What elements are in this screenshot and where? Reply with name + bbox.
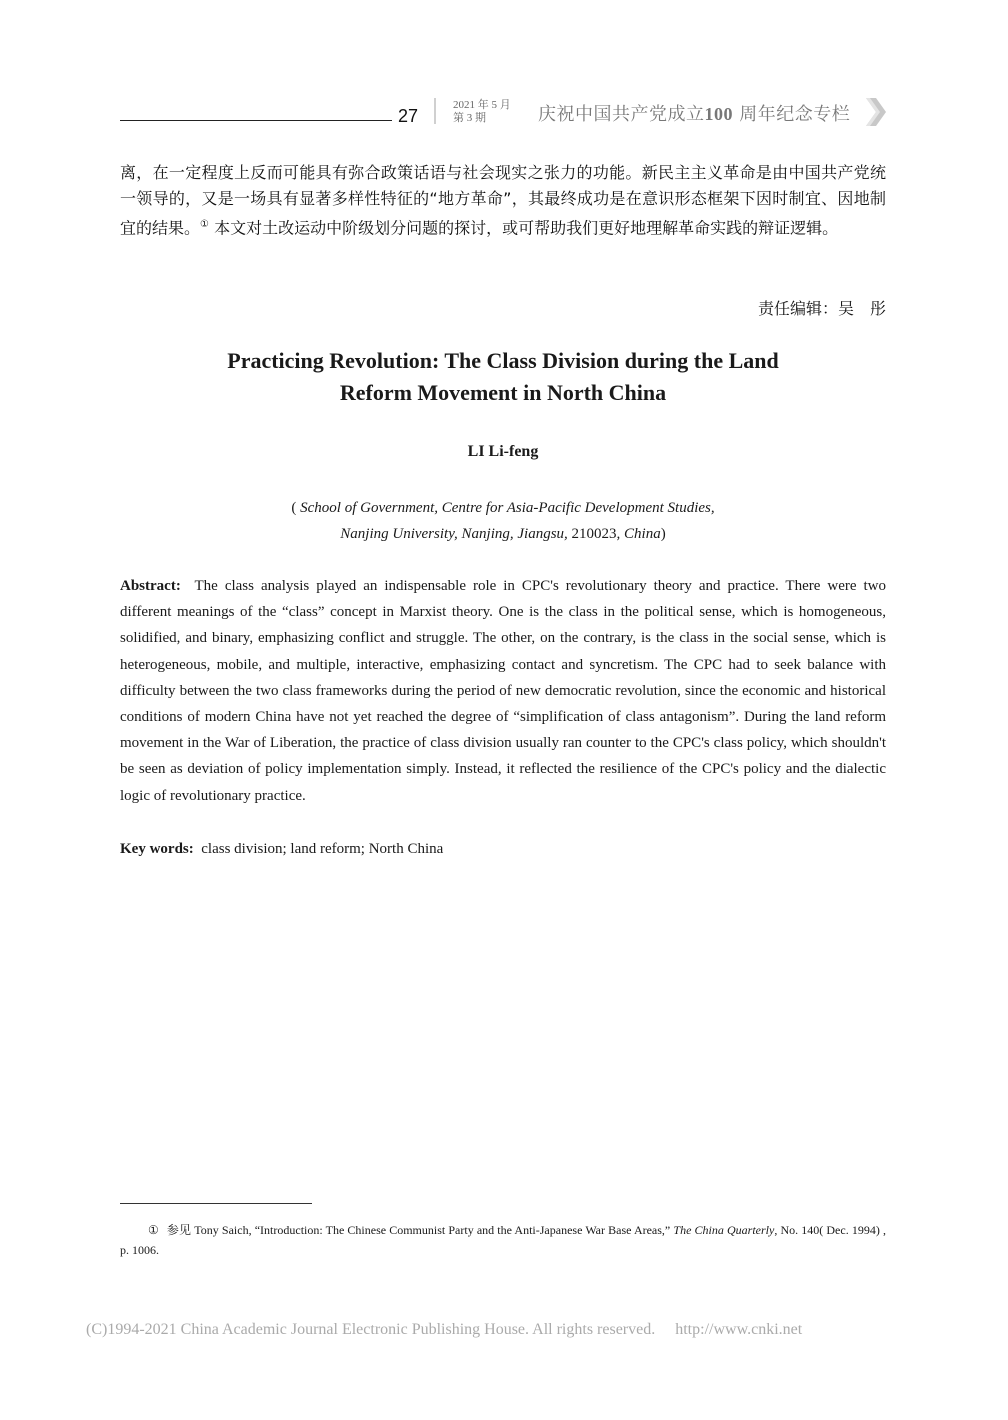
responsible-editor: 责任编辑：吴 彤 <box>757 299 886 318</box>
abstract-label: Abstract: <box>120 578 181 594</box>
affiliation-postcode: 210023 <box>571 526 617 542</box>
copyright-url[interactable]: http://www.cnki.net <box>675 1321 803 1338</box>
footnote <box>120 1220 886 1260</box>
issue-number: 第 3 期 <box>453 112 486 124</box>
header-rule <box>120 120 392 121</box>
affiliation-open: ( <box>291 500 301 516</box>
issue-date: 2021 年 5 月 <box>453 99 511 111</box>
column-title-pre: 庆祝中国共产党成立 <box>538 104 705 125</box>
chinese-text-b: 本文对土改运动中阶级划分问题的探讨，或可帮助我们更好地理解革命实践的辩证逻辑。 <box>208 218 839 238</box>
chinese-paragraph <box>120 160 886 241</box>
footnote-reference[interactable]: ① <box>200 219 209 230</box>
english-title <box>120 345 886 409</box>
title-line-1: Practicing Revolution: The Class Division during the Land <box>227 348 779 373</box>
title-line-2: Reform Movement in North China <box>339 380 667 405</box>
affiliation-line-1: School of Government, Centre for Asia-Pacific Development Studies, <box>300 500 715 516</box>
footnote-rule <box>120 1203 312 1204</box>
affiliation-close: ) <box>660 526 666 542</box>
keywords-label: Key words: <box>120 841 194 857</box>
page-number: 27 <box>398 106 419 126</box>
chinese-text-a: 离，在一定程度上反而可能具有弥合政策话语与社会现实之张力的功能。新民主主义革命是由中国共产党统一领导的，又是一场具有显著多样性特征的“地方革命”，其最终成功是在意识形态框架下因时制宜、因地制宜的结果。 <box>120 163 886 238</box>
author-affiliation <box>120 495 886 547</box>
footnote-journal: The China Quarterly <box>673 1223 775 1237</box>
affiliation-line-2a: Nanjing University, Nanjing, Jiangsu, <box>340 526 572 542</box>
abstract <box>120 573 886 809</box>
footnote-text-a: 参见 Tony Saich, “Introduction: The Chinese Communist Party and the Anti-Japanese War Base Areas,” <box>166 1223 674 1237</box>
column-title-num: 100 <box>704 104 733 124</box>
column-title <box>538 100 850 126</box>
section-mark-icon <box>866 98 886 126</box>
column-title-post: 周年纪念专栏 <box>733 104 851 125</box>
keywords-text: class division; land reform; North China <box>201 841 444 857</box>
author-name: LI Li-feng <box>467 443 539 460</box>
copyright-line <box>86 1321 802 1339</box>
affiliation-line-2b: , China <box>616 526 661 542</box>
footnote-text-b: , No. 140( Dec. 1994) , p. 1006. <box>120 1223 886 1257</box>
abstract-text: The class analysis played an indispensable role in CPC's revolutionary theory and practice. There were two different meanings of the “class” concept in Marxist theory. One is the class in the political sense, which is homogeneous, solidified, and binary, emphasizing conflict and struggle. The other, on the contrary, is the class in the social sense, which is heterogeneous, mobile, and multiple, interactive, emphasizing contact and syncretism. The CPC had to seek balance with difficulty between the two class frameworks during the period of new democratic revolution, since the economic and historical conditions of modern China have not yet reached the degree of “simplification of class antagonism”. During the land reform movement in the War of Liberation, the practice of class division usually ran counter to the CPC's class policy, which shouldn't be seen as deviation of policy implementation simply. Instead, it reflected the resilience of the CPC's policy and the dialectic logic of revolutionary practice. <box>120 578 886 804</box>
keywords <box>120 836 886 862</box>
header-separator <box>434 98 436 124</box>
footnote-marker: ① <box>148 1223 159 1237</box>
issue-info <box>453 99 511 125</box>
copyright-notice: (C)1994-2021 China Academic Journal Electronic Publishing House. All rights reserved. <box>86 1321 656 1338</box>
